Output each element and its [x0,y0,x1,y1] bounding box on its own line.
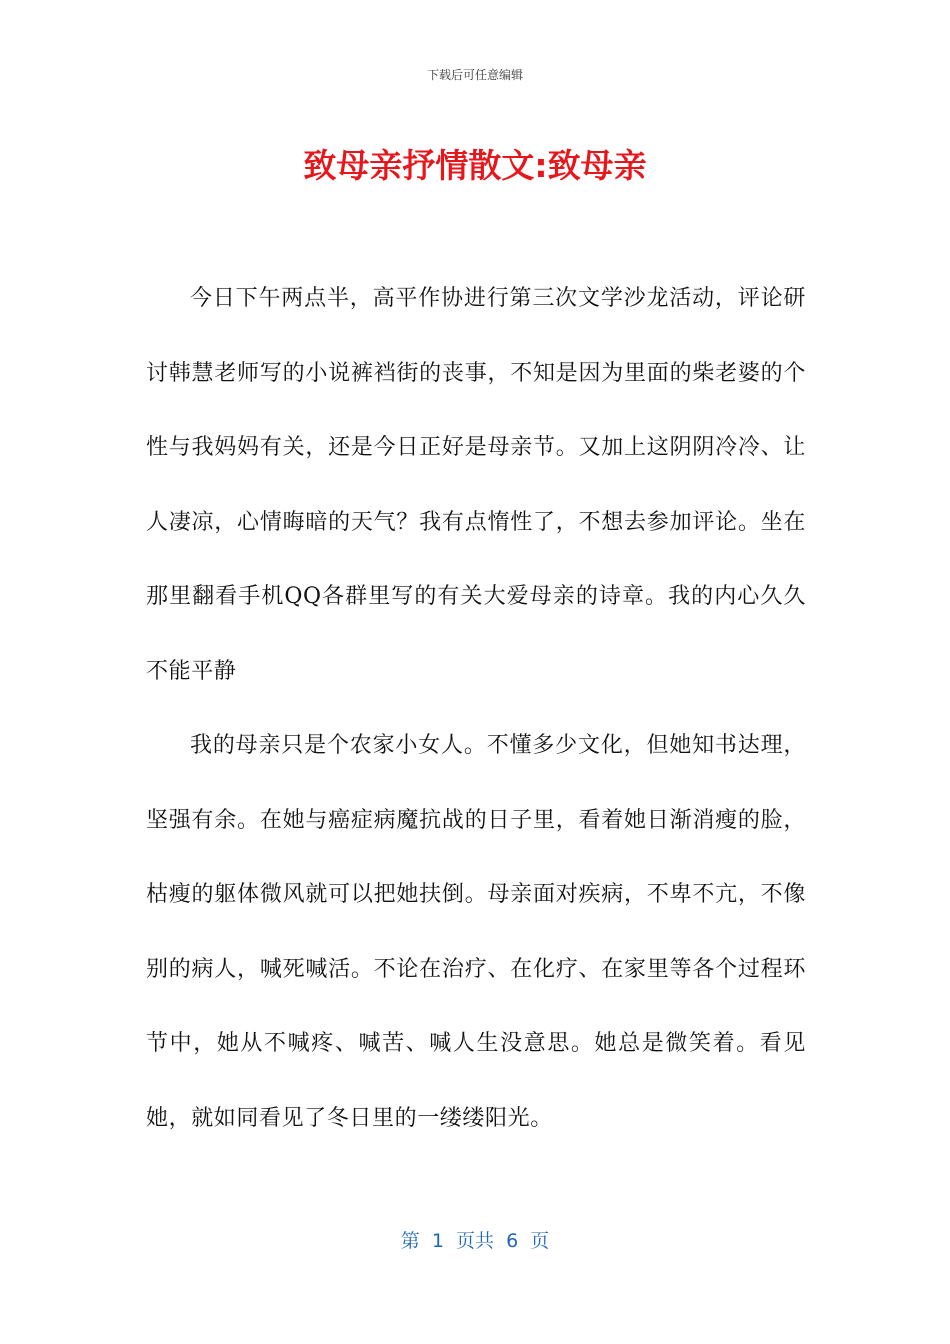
document-title: 致母亲抒情散文:致母亲 [303,146,647,185]
page-number-footer: 第 1 页共 6 页 [400,1230,550,1252]
document-body [146,262,806,1156]
header-note: 下载后可任意编辑 [426,68,523,82]
paragraph-1: 今日下午两点半，高平作协进行第三次文学沙龙活动，评论研讨韩慧老师写的小说裤裆街的丧事，不知是因为里面的柴老婆的个性与我妈妈有关，还是今日正好是母亲节。又加上这阴阴冷冷、让人凄凉，心情晦暗的天气？我有点惰性了，不想去参加评论。坐在那里翻看手机QQ各群里写的有关大爱母亲的诗章。我的内心久久不能平静 [146,286,806,684]
paragraph-2: 我的母亲只是个农家小女人。不懂多少文化，但她知书达理，坚强有余。在她与癌症病魔抗战的日子里，看着她日渐消瘦的脸，枯瘦的躯体微风就可以把她扶倒。母亲面对疾病，不卑不亢，不像别的病人，喊死喊活。不论在治疗、在化疗、在家里等各个过程环节中，她从不喊疼、喊苦、喊人生没意思。她总是微笑着。看见她，就如同看见了冬日里的一缕缕阳光。 [146,733,806,1131]
